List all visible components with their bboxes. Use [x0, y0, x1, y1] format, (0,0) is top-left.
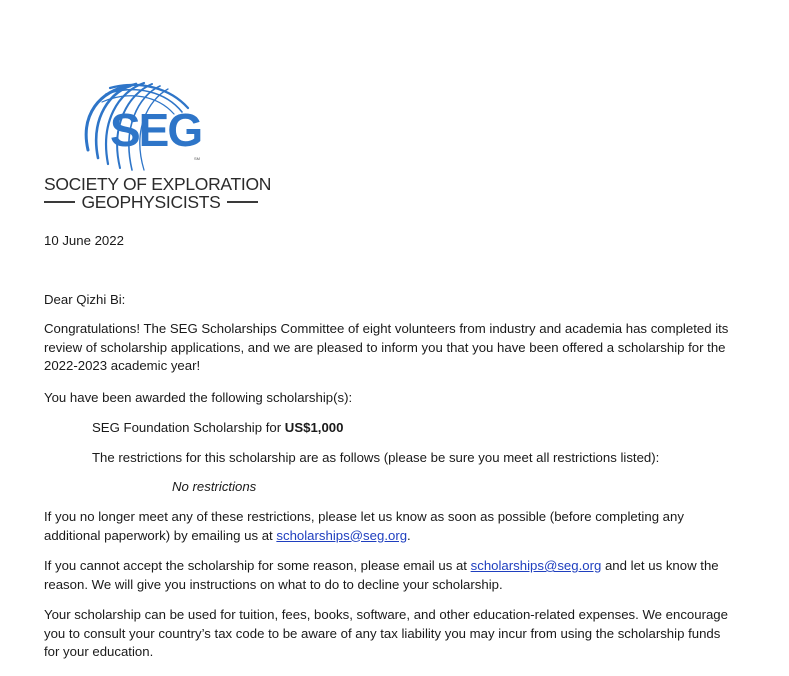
- seg-logo-mark-icon: [70, 80, 220, 172]
- seg-logo: [44, 80, 272, 212]
- salutation: Dear Qizhi Bi:: [44, 292, 126, 307]
- email-link-scholarships-decline[interactable]: scholarships@seg.org: [470, 558, 602, 573]
- logo-org-name-line2-text: GEOPHYSICISTS: [81, 192, 221, 212]
- text-segment: additional paperwork) by emailing us at: [44, 527, 277, 543]
- cannot-accept-paragraph: [44, 557, 754, 594]
- paragraph-line: Congratulations! The SEG Scholarships Committee of eight volunteers from industry and academia has completed its: [44, 321, 729, 336]
- paragraph-line: [44, 557, 754, 576]
- congratulations-paragraph: [44, 320, 754, 376]
- paragraph-line: reason. We will give you instructions on what to do to decline your scholarship.: [44, 576, 503, 592]
- paragraph-line: If you no longer meet any of these restrictions, please let us know as soon as possible (before completing any: [44, 509, 684, 524]
- paragraph-line: Your scholarship can be used for tuition, fees, books, software, and other education-related expenses. We encourage: [44, 607, 728, 622]
- restrictions-value: No restrictions: [172, 479, 257, 494]
- scholarship-line: [92, 419, 343, 438]
- text-segment: If you cannot accept the scholarship for some reason, please email us at: [44, 558, 471, 573]
- paragraph-line: you to consult your country’s tax code to be aware of any tax liability you may incur from using the scholarship funds: [44, 625, 721, 641]
- restrictions-intro: The restrictions for this scholarship are as follows (please be sure you meet all restrictions listed):: [92, 450, 660, 465]
- text-segment: and let us know the: [601, 558, 719, 573]
- logo-org-name-line1: SOCIETY OF EXPLORATION: [44, 174, 272, 194]
- paragraph-line: review of scholarship applications, and we are pleased to inform you that you have been offered a scholarship for the: [44, 339, 726, 355]
- letter-date: 10 June 2022: [44, 233, 124, 248]
- scholarship-amount: US$1,000: [284, 420, 344, 435]
- scholarship-name: SEG Foundation Scholarship for: [92, 420, 285, 435]
- text-segment: .: [407, 527, 411, 543]
- no-longer-meet-paragraph: [44, 508, 754, 545]
- email-link-scholarships[interactable]: scholarships@seg.org: [276, 527, 408, 543]
- logo-rule-right: [227, 201, 258, 202]
- logo-org-name-line2: [44, 192, 258, 212]
- awarded-intro: You have been awarded the following scholarship(s):: [44, 390, 353, 405]
- paragraph-line: for your education.: [44, 644, 154, 659]
- paragraph-line: 2022-2023 academic year!: [44, 358, 201, 373]
- svg-text:SM: SM: [194, 156, 200, 161]
- logo-rule-left: [44, 201, 75, 202]
- paragraph-line: [44, 527, 754, 546]
- usage-paragraph: [44, 606, 754, 662]
- svg-text:SEG: SEG: [110, 104, 202, 156]
